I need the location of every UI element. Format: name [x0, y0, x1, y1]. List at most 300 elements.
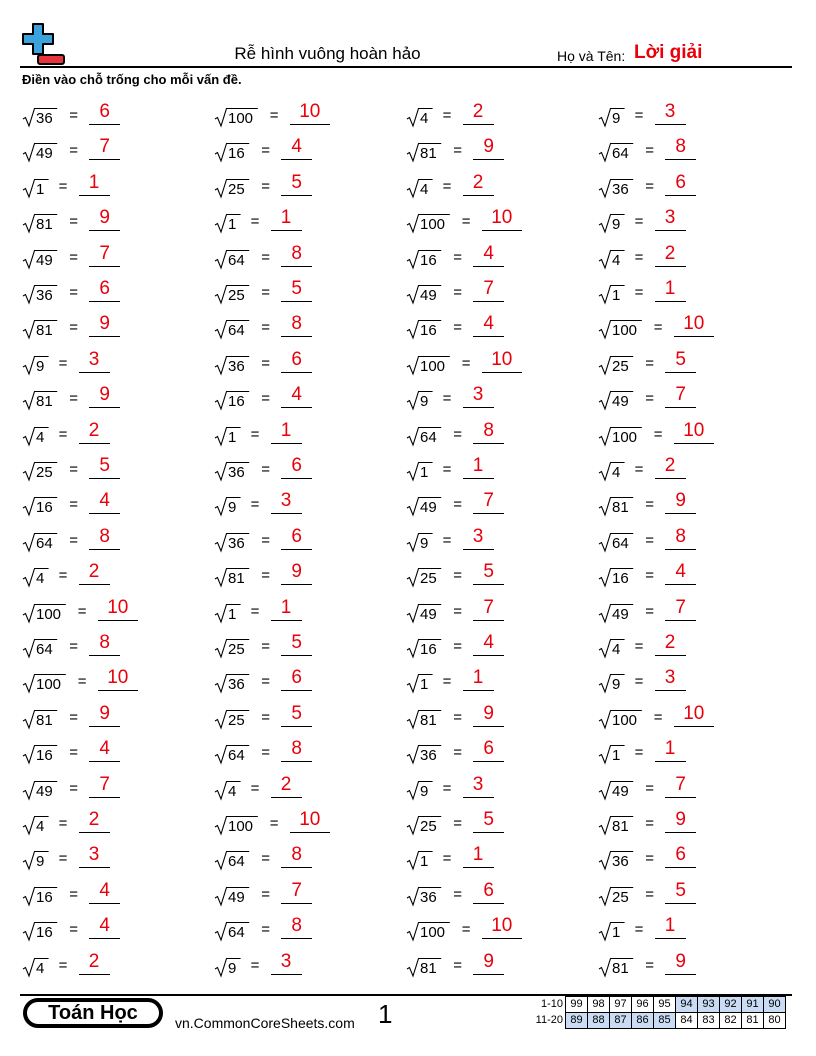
radicand: 36: [36, 287, 53, 304]
radical-expression: [214, 743, 249, 765]
answer-blank[interactable]: 4: [473, 244, 504, 267]
answer-blank[interactable]: 6: [281, 527, 312, 550]
problem: [598, 739, 686, 767]
answer-blank[interactable]: 7: [281, 881, 312, 904]
answer-blank[interactable]: 10: [98, 598, 138, 621]
equals-sign: =: [442, 531, 452, 549]
answer-blank[interactable]: 10: [674, 421, 714, 444]
equals-sign: =: [442, 850, 452, 868]
equals-sign: =: [645, 177, 654, 195]
answer-blank[interactable]: 9: [473, 137, 504, 160]
equals-sign: =: [453, 284, 462, 301]
problem: [214, 208, 302, 236]
problem: [406, 668, 494, 696]
equals-sign: =: [250, 779, 260, 797]
radical-expression: [214, 637, 249, 659]
answer-blank[interactable]: 2: [271, 775, 302, 798]
answer-blank[interactable]: 5: [281, 279, 312, 302]
radicand: 64: [36, 534, 53, 552]
answer-blank[interactable]: 1: [271, 208, 302, 231]
radicand: 49: [612, 605, 629, 623]
radical-expression: [22, 141, 57, 163]
equals-sign: =: [453, 496, 462, 514]
equals-sign: =: [269, 815, 279, 832]
brand-logo: Toán Học: [23, 998, 163, 1028]
problem: [406, 775, 494, 803]
equals-sign: =: [634, 673, 644, 691]
answer-blank[interactable]: 8: [281, 845, 312, 868]
equals-sign: =: [442, 779, 452, 797]
radical-expression: [598, 566, 633, 588]
radicand: 16: [228, 145, 245, 163]
answer-blank[interactable]: 1: [655, 279, 686, 302]
radicand: 25: [228, 180, 245, 198]
problem: [214, 845, 312, 873]
problem: [22, 527, 120, 555]
radicand: 9: [228, 499, 237, 517]
equals-sign: =: [77, 673, 87, 691]
radical-expression: [214, 177, 249, 199]
radicand: 49: [420, 287, 437, 304]
answer-blank[interactable]: 8: [665, 137, 696, 160]
answer-blank[interactable]: 3: [271, 491, 302, 514]
answer-blank[interactable]: 8: [473, 421, 504, 444]
answer-blank[interactable]: 10: [482, 208, 522, 231]
radical-expression: [598, 743, 625, 765]
radicand: 64: [228, 853, 245, 871]
problem: [22, 102, 120, 130]
radicand: 81: [612, 959, 629, 977]
score-cell: 88: [588, 1013, 610, 1029]
radical-expression: [214, 885, 249, 907]
answer-blank[interactable]: 4: [281, 137, 312, 160]
equals-sign: =: [69, 744, 78, 762]
answer-blank[interactable]: 5: [665, 881, 696, 904]
answer-blank[interactable]: 7: [89, 775, 120, 798]
equals-sign: =: [461, 213, 471, 231]
radicand: 25: [612, 888, 629, 906]
problem: [406, 102, 494, 130]
answer-blank[interactable]: 7: [473, 491, 504, 514]
answer-blank[interactable]: 2: [79, 562, 110, 585]
answer-blank[interactable]: 6: [665, 845, 696, 868]
problem: [22, 208, 120, 236]
equals-sign: =: [453, 744, 462, 762]
radicand: 1: [612, 747, 621, 765]
answer-blank[interactable]: 4: [89, 739, 120, 762]
answer-blank[interactable]: 4: [89, 491, 120, 514]
equals-sign: =: [453, 248, 462, 266]
radical-expression: [598, 814, 633, 836]
equals-sign: =: [58, 177, 68, 195]
problem: [214, 704, 312, 732]
answer-blank[interactable]: 4: [89, 881, 120, 904]
answer-blank[interactable]: 3: [463, 775, 494, 798]
radical-expression: [406, 531, 433, 553]
radical-expression: [598, 141, 633, 163]
radicand: 100: [228, 818, 254, 835]
equals-sign: =: [261, 319, 270, 337]
answer-blank[interactable]: 8: [281, 314, 312, 337]
answer-blank[interactable]: 9: [473, 704, 504, 727]
answer-blank[interactable]: 1: [463, 668, 494, 691]
answer-blank[interactable]: 6: [281, 668, 312, 691]
problem: [598, 491, 696, 519]
problem: [214, 314, 312, 342]
answer-blank[interactable]: 3: [655, 208, 686, 231]
equals-sign: =: [69, 284, 78, 301]
problem: [214, 173, 312, 201]
answer-blank[interactable]: 2: [79, 421, 110, 444]
radical-expression: [406, 389, 433, 411]
radical-expression: [22, 283, 57, 305]
equals-sign: =: [645, 354, 654, 372]
problem: [406, 845, 494, 873]
answer-blank[interactable]: 4: [665, 562, 696, 585]
answer-blank[interactable]: 6: [89, 102, 120, 125]
radical-expression: [22, 672, 66, 694]
radicand: 9: [228, 959, 237, 977]
equals-sign: =: [261, 354, 270, 372]
equals-sign: =: [69, 708, 78, 726]
answer-blank[interactable]: 9: [665, 491, 696, 514]
score-cell: 96: [632, 997, 654, 1013]
radicand: 9: [612, 110, 621, 127]
radical-expression: [214, 602, 241, 624]
answer-blank[interactable]: 9: [89, 704, 120, 727]
answer-blank[interactable]: 6: [281, 456, 312, 479]
radicand: 4: [36, 428, 45, 446]
radical-expression: [214, 389, 249, 411]
answer-blank[interactable]: 2: [655, 633, 686, 656]
radicand: 1: [612, 287, 621, 304]
problem: [598, 208, 686, 236]
radicand: 81: [420, 711, 437, 729]
problem: [598, 279, 686, 307]
equals-sign: =: [261, 744, 270, 762]
radicand: 49: [228, 888, 245, 906]
equals-sign: =: [461, 354, 471, 372]
problem: [598, 881, 696, 909]
answer-blank[interactable]: 9: [89, 385, 120, 408]
equals-sign: =: [645, 496, 654, 514]
answer-blank[interactable]: 1: [655, 916, 686, 939]
answer-blank[interactable]: 10: [482, 350, 522, 373]
problem: [22, 704, 120, 732]
answer-blank[interactable]: 2: [463, 173, 494, 196]
answer-blank[interactable]: 7: [89, 244, 120, 267]
radical-expression: [406, 814, 441, 836]
answer-blank[interactable]: 7: [665, 775, 696, 798]
radicand: 100: [612, 711, 638, 729]
equals-sign: =: [261, 461, 270, 478]
answer-blank[interactable]: 5: [89, 456, 120, 479]
score-cell: 93: [698, 997, 720, 1013]
equals-sign: =: [634, 638, 644, 655]
equals-sign: =: [261, 885, 270, 903]
radicand: 49: [612, 393, 629, 411]
radical-expression: [406, 849, 433, 871]
radicand: 36: [612, 853, 629, 871]
radical-expression: [22, 779, 57, 801]
score-cell: 80: [764, 1013, 786, 1029]
equals-sign: =: [453, 319, 462, 337]
problem: [214, 810, 330, 838]
radical-expression: [406, 460, 433, 482]
radicand: 1: [228, 605, 237, 623]
equals-sign: =: [653, 425, 663, 443]
equals-sign: =: [645, 779, 654, 797]
answer-blank[interactable]: 1: [463, 845, 494, 868]
problem: [22, 562, 110, 590]
problem: [598, 456, 686, 484]
radicand: 64: [612, 534, 629, 552]
radical-expression: [598, 708, 642, 730]
answer-blank[interactable]: 10: [482, 916, 522, 939]
radicand: 81: [612, 499, 629, 517]
answer-blank[interactable]: 2: [655, 456, 686, 479]
equals-sign: =: [442, 461, 452, 478]
problem: [406, 208, 522, 236]
problem: [214, 668, 312, 696]
equals-sign: =: [645, 531, 654, 549]
answer-blank[interactable]: 10: [674, 314, 714, 337]
radicand: 81: [36, 711, 53, 729]
problem: [214, 491, 302, 519]
equals-sign: =: [453, 708, 462, 726]
answer-blank[interactable]: 3: [655, 102, 686, 125]
radical-expression: [22, 212, 57, 234]
radicand: 16: [612, 570, 629, 588]
radical-expression: [214, 283, 249, 305]
radicand: 4: [228, 782, 237, 800]
problem: [406, 952, 504, 980]
equals-sign: =: [58, 956, 68, 974]
worksheet-title: Rễ hình vuông hoàn hảo: [234, 44, 421, 63]
answer-blank[interactable]: 9: [665, 810, 696, 833]
problem: [598, 775, 696, 803]
answer-blank[interactable]: 4: [473, 633, 504, 656]
answer-blank[interactable]: 9: [89, 314, 120, 337]
problem: [406, 350, 522, 378]
answer-blank[interactable]: 2: [79, 952, 110, 975]
equals-sign: =: [250, 602, 260, 620]
radicand: 36: [612, 180, 629, 198]
answer-blank[interactable]: 8: [89, 527, 120, 550]
radicand: 25: [420, 818, 437, 835]
equals-sign: =: [461, 921, 471, 939]
answer-blank[interactable]: 7: [665, 598, 696, 621]
answer-blank[interactable]: 2: [463, 102, 494, 125]
answer-blank[interactable]: 9: [665, 952, 696, 975]
answer-blank[interactable]: 9: [89, 208, 120, 231]
radical-expression: [406, 425, 441, 447]
radicand: 4: [36, 818, 45, 835]
radical-expression: [22, 602, 66, 624]
answer-blank[interactable]: 8: [281, 739, 312, 762]
radical-expression: [214, 354, 249, 376]
answer-blank[interactable]: 8: [665, 527, 696, 550]
problem: [22, 845, 110, 873]
answer-blank[interactable]: 5: [281, 173, 312, 196]
radicand: 16: [420, 641, 437, 658]
problem: [22, 456, 120, 484]
score-cell: 91: [742, 997, 764, 1013]
equals-sign: =: [69, 921, 78, 939]
problem: [406, 173, 494, 201]
radicand: 9: [36, 853, 45, 871]
radical-expression: [214, 460, 249, 482]
answer-blank[interactable]: 10: [290, 102, 330, 125]
radical-expression: [598, 885, 633, 907]
answer-blank[interactable]: 6: [473, 881, 504, 904]
radicand: 100: [420, 924, 446, 942]
answer-blank[interactable]: 8: [281, 916, 312, 939]
equals-sign: =: [634, 461, 644, 478]
equals-sign: =: [453, 142, 462, 160]
radicand: 64: [36, 641, 53, 658]
answer-blank[interactable]: 1: [271, 421, 302, 444]
equals-sign: =: [250, 496, 260, 514]
radical-expression: [406, 248, 441, 270]
answer-blank[interactable]: 5: [473, 562, 504, 585]
problem: [598, 102, 686, 130]
problem: [598, 421, 714, 449]
radicand: 25: [228, 287, 245, 304]
radical-expression: [22, 743, 57, 765]
equals-sign: =: [69, 142, 78, 160]
radicand: 1: [612, 924, 621, 942]
answer-blank[interactable]: 4: [281, 385, 312, 408]
radicand: 4: [36, 959, 45, 977]
equals-sign: =: [453, 425, 462, 443]
answer-blank[interactable]: 6: [665, 173, 696, 196]
radicand: 1: [36, 180, 45, 198]
radical-expression: [214, 849, 249, 871]
radical-expression: [214, 141, 249, 163]
radical-expression: [406, 672, 433, 694]
problem: [406, 916, 522, 944]
radicand: 1: [228, 428, 237, 446]
answer-blank[interactable]: 1: [271, 598, 302, 621]
radicand: 36: [36, 110, 53, 127]
radicand: 49: [36, 782, 53, 800]
answer-blank[interactable]: 4: [473, 314, 504, 337]
problem: [406, 562, 504, 590]
radical-expression: [406, 708, 441, 730]
answer-blank[interactable]: 10: [290, 810, 330, 833]
answer-blank[interactable]: 6: [281, 350, 312, 373]
answer-blank[interactable]: 4: [89, 916, 120, 939]
radical-expression: [22, 354, 49, 376]
radical-expression: [214, 425, 241, 447]
radical-expression: [214, 106, 258, 128]
answer-blank[interactable]: 10: [98, 668, 138, 691]
radicand: 9: [420, 782, 429, 800]
radicand: 64: [420, 428, 437, 446]
equals-sign: =: [442, 177, 452, 195]
radical-expression: [22, 566, 49, 588]
radical-expression: [406, 743, 441, 765]
answer-blank[interactable]: 1: [79, 173, 110, 196]
answer-blank[interactable]: 8: [281, 244, 312, 267]
radicand: 81: [36, 322, 53, 340]
answer-blank[interactable]: 5: [665, 350, 696, 373]
answer-blank[interactable]: 3: [79, 350, 110, 373]
answer-blank[interactable]: 5: [473, 810, 504, 833]
answer-blank[interactable]: 3: [463, 385, 494, 408]
problem: [598, 244, 686, 272]
equals-sign: =: [442, 107, 452, 124]
answer-blank[interactable]: 9: [281, 562, 312, 585]
problem: [406, 244, 504, 272]
score-cell: 90: [764, 997, 786, 1013]
problem: [214, 421, 302, 449]
answer-blank[interactable]: 2: [655, 244, 686, 267]
problem: [22, 314, 120, 342]
radicand: 1: [420, 676, 429, 694]
equals-sign: =: [442, 390, 452, 408]
problem: [598, 845, 696, 873]
problem: [22, 810, 110, 838]
problem: [22, 350, 110, 378]
answer-blank[interactable]: 2: [79, 810, 110, 833]
radical-expression: [598, 106, 625, 128]
radicand: 9: [36, 357, 45, 375]
answer-blank[interactable]: 7: [473, 598, 504, 621]
score-cell: 87: [610, 1013, 632, 1029]
radical-expression: [214, 779, 241, 801]
radicand: 81: [228, 570, 245, 588]
problem: [598, 527, 696, 555]
answer-blank[interactable]: 8: [89, 633, 120, 656]
answer-blank[interactable]: 9: [473, 952, 504, 975]
score-cell: 92: [720, 997, 742, 1013]
answer-blank[interactable]: 7: [89, 137, 120, 160]
answer-blank[interactable]: 5: [281, 633, 312, 656]
equals-sign: =: [653, 708, 663, 726]
radical-expression: [214, 212, 241, 234]
radical-expression: [22, 814, 49, 836]
radical-expression: [406, 920, 450, 942]
answer-blank[interactable]: 1: [463, 456, 494, 479]
radical-expression: [22, 708, 57, 730]
answer-blank[interactable]: 6: [473, 739, 504, 762]
equals-sign: =: [453, 602, 462, 620]
answer-blank[interactable]: 1: [655, 739, 686, 762]
answer-blank[interactable]: 5: [281, 704, 312, 727]
problem: [22, 633, 120, 661]
problem: [214, 633, 312, 661]
equals-sign: =: [453, 638, 462, 655]
problem: [598, 704, 714, 732]
answer-blank[interactable]: 3: [463, 527, 494, 550]
site-url: vn.CommonCoreSheets.com: [175, 1015, 355, 1031]
radical-expression: [598, 212, 625, 234]
radicand: 81: [36, 216, 53, 234]
answer-blank[interactable]: 3: [79, 845, 110, 868]
answer-blank[interactable]: 3: [271, 952, 302, 975]
answer-blank[interactable]: 10: [674, 704, 714, 727]
radicand: 1: [420, 464, 429, 481]
answer-blank[interactable]: 7: [665, 385, 696, 408]
equals-sign: =: [250, 956, 260, 974]
score-cell: 99: [566, 997, 588, 1013]
problem: [406, 704, 504, 732]
answer-blank[interactable]: 6: [89, 279, 120, 302]
answer-blank[interactable]: 7: [473, 279, 504, 302]
answer-blank[interactable]: 3: [655, 668, 686, 691]
